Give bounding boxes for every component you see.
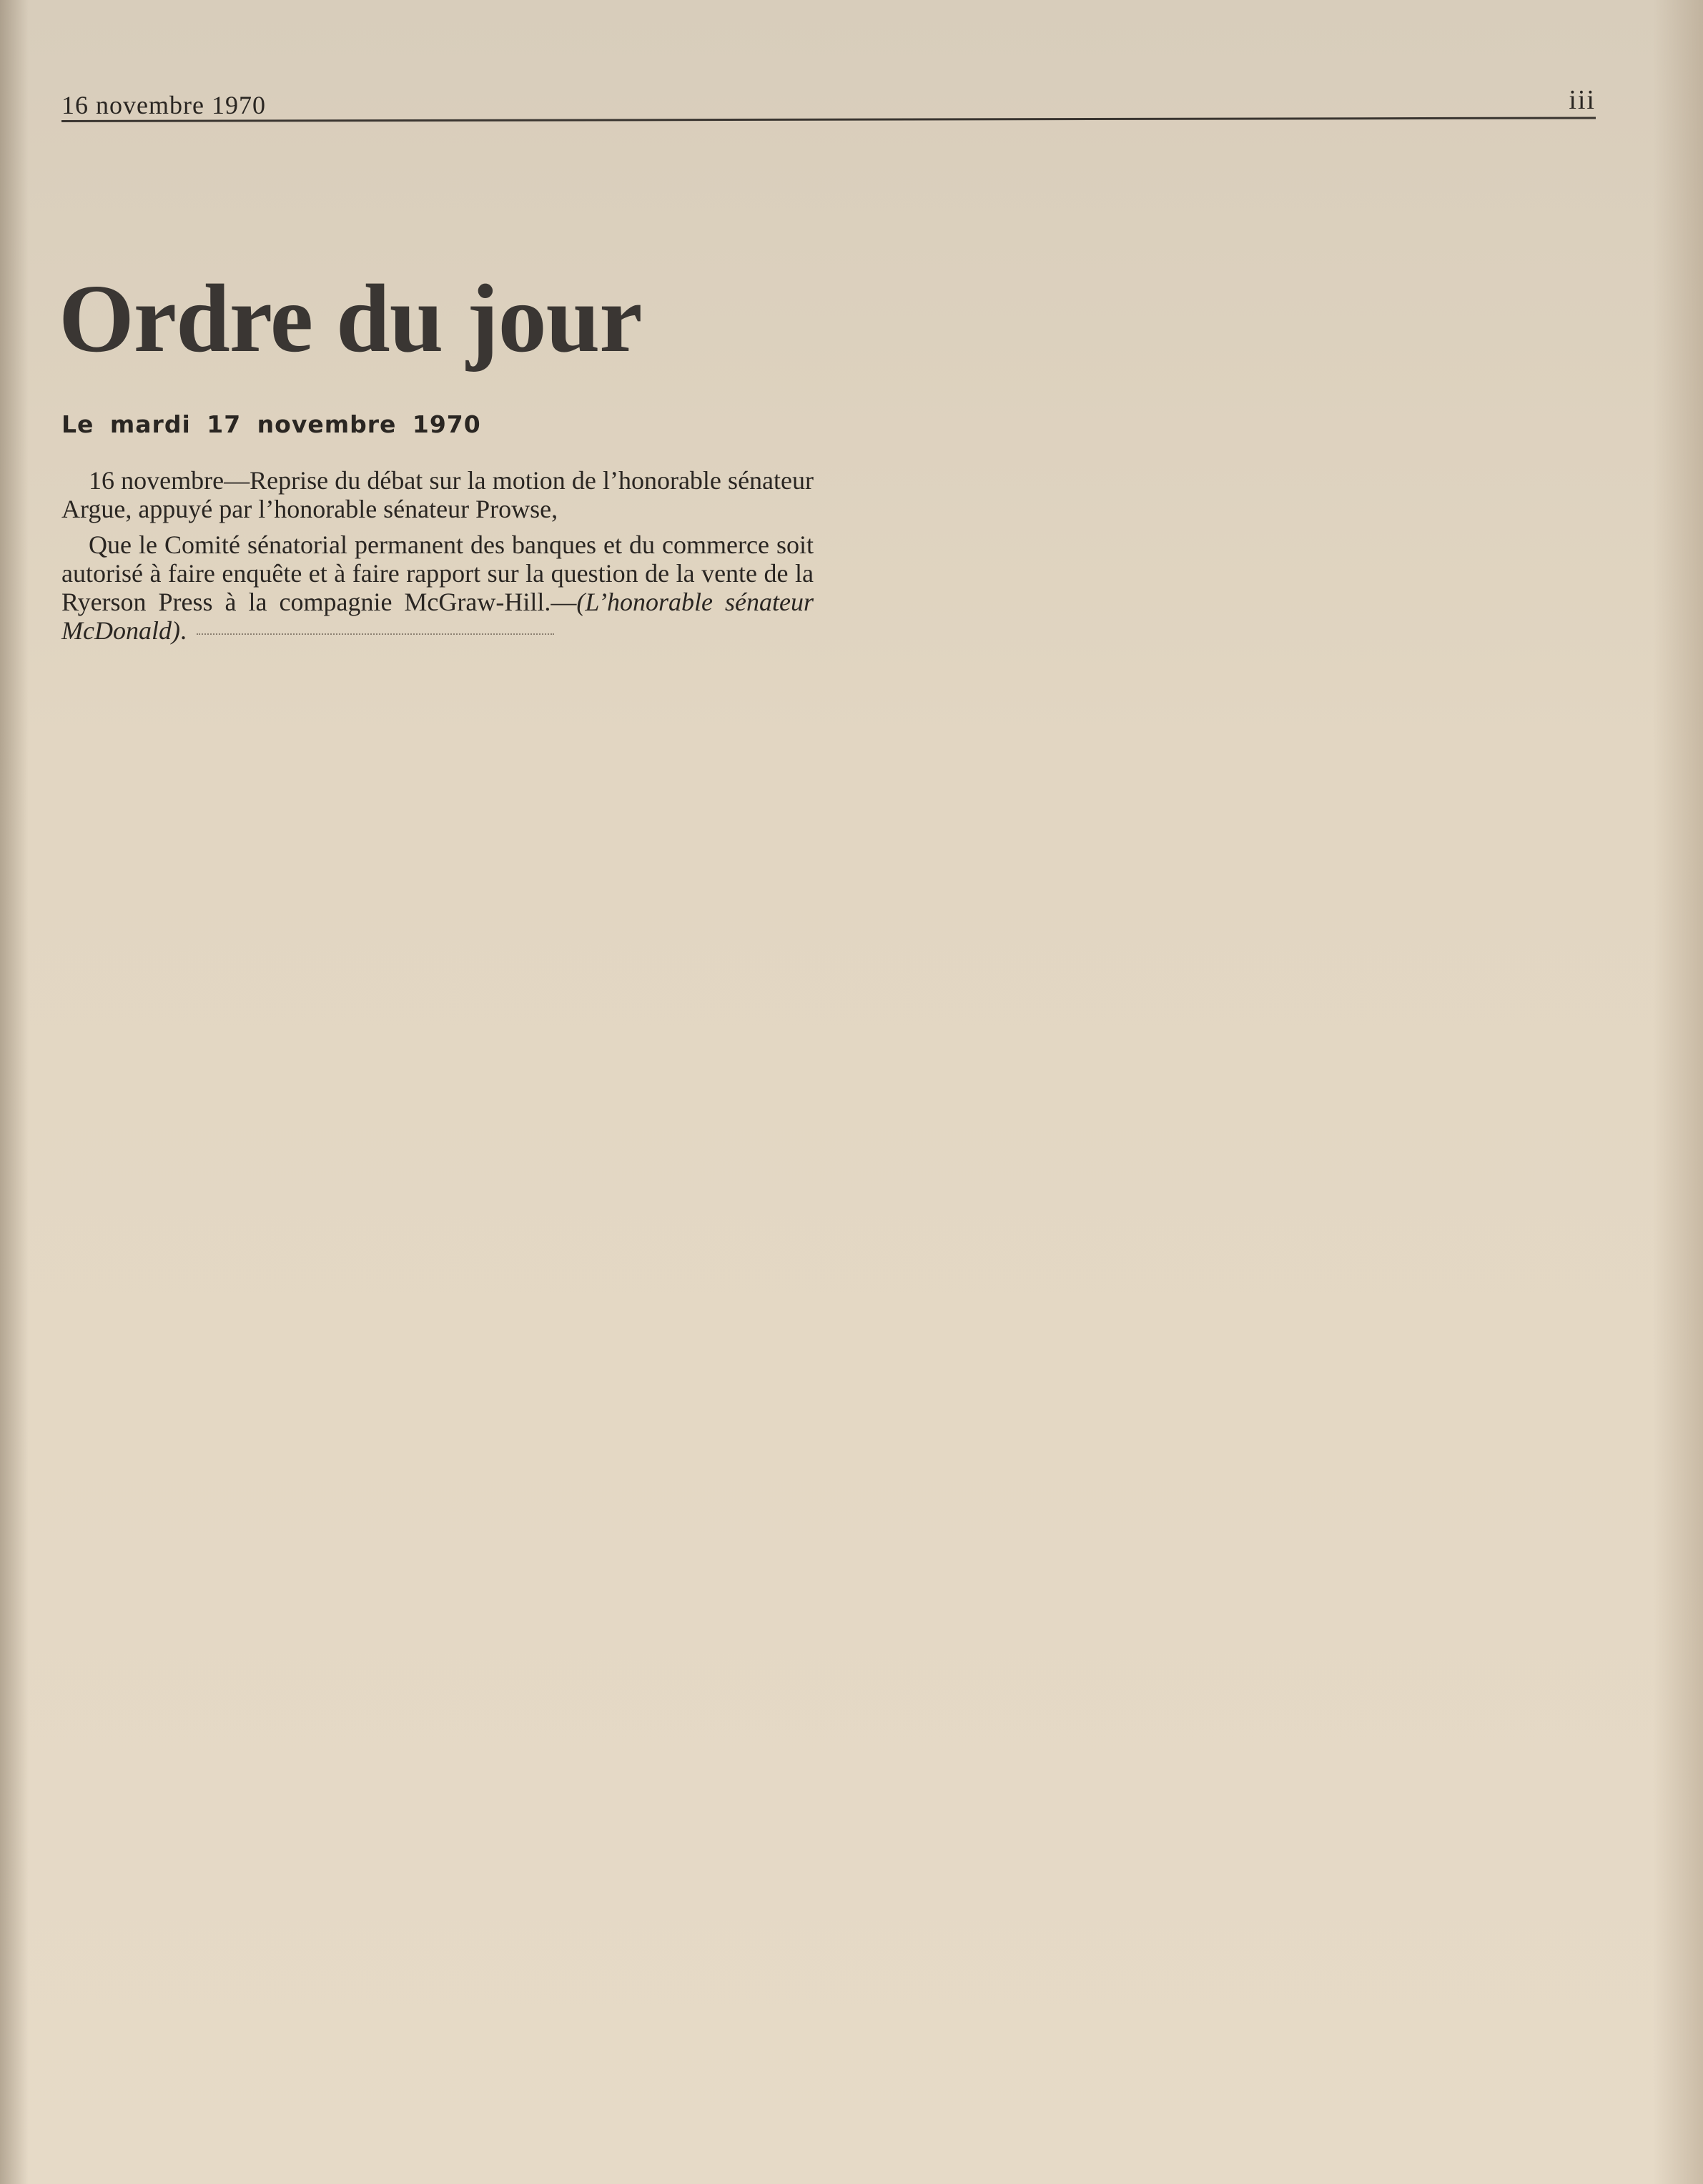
item-intro: 16 novembre—Reprise du débat sur la motion de l’honorable sénateur Argue, appuyé par l’honorable sénateur Prowse, xyxy=(61,466,814,523)
order-of-business-item xyxy=(61,466,814,645)
page-number: iii xyxy=(1569,85,1596,115)
page-title: Ordre du jour xyxy=(59,265,642,372)
running-head-date: 16 novembre 1970 xyxy=(61,91,266,119)
running-head xyxy=(61,84,1596,124)
sitting-date: Le mardi 17 novembre 1970 xyxy=(61,410,481,438)
adjourned-by: (L’honorable sénateur McDonald) xyxy=(61,588,814,645)
header-rule xyxy=(61,117,1596,122)
item-period: . xyxy=(179,616,187,645)
dot-leader xyxy=(197,633,554,635)
motion-text xyxy=(61,530,814,645)
page-edge-shadow xyxy=(1653,0,1703,2184)
motion-body: Que le Comité sénatorial permanent des banques et du commerce soit autorisé à faire enquête et à faire rapport sur la question de la vente de la Ryerson Press à la compagnie McGraw-Hill.— xyxy=(61,530,814,616)
page-edge-shadow xyxy=(0,0,29,2184)
